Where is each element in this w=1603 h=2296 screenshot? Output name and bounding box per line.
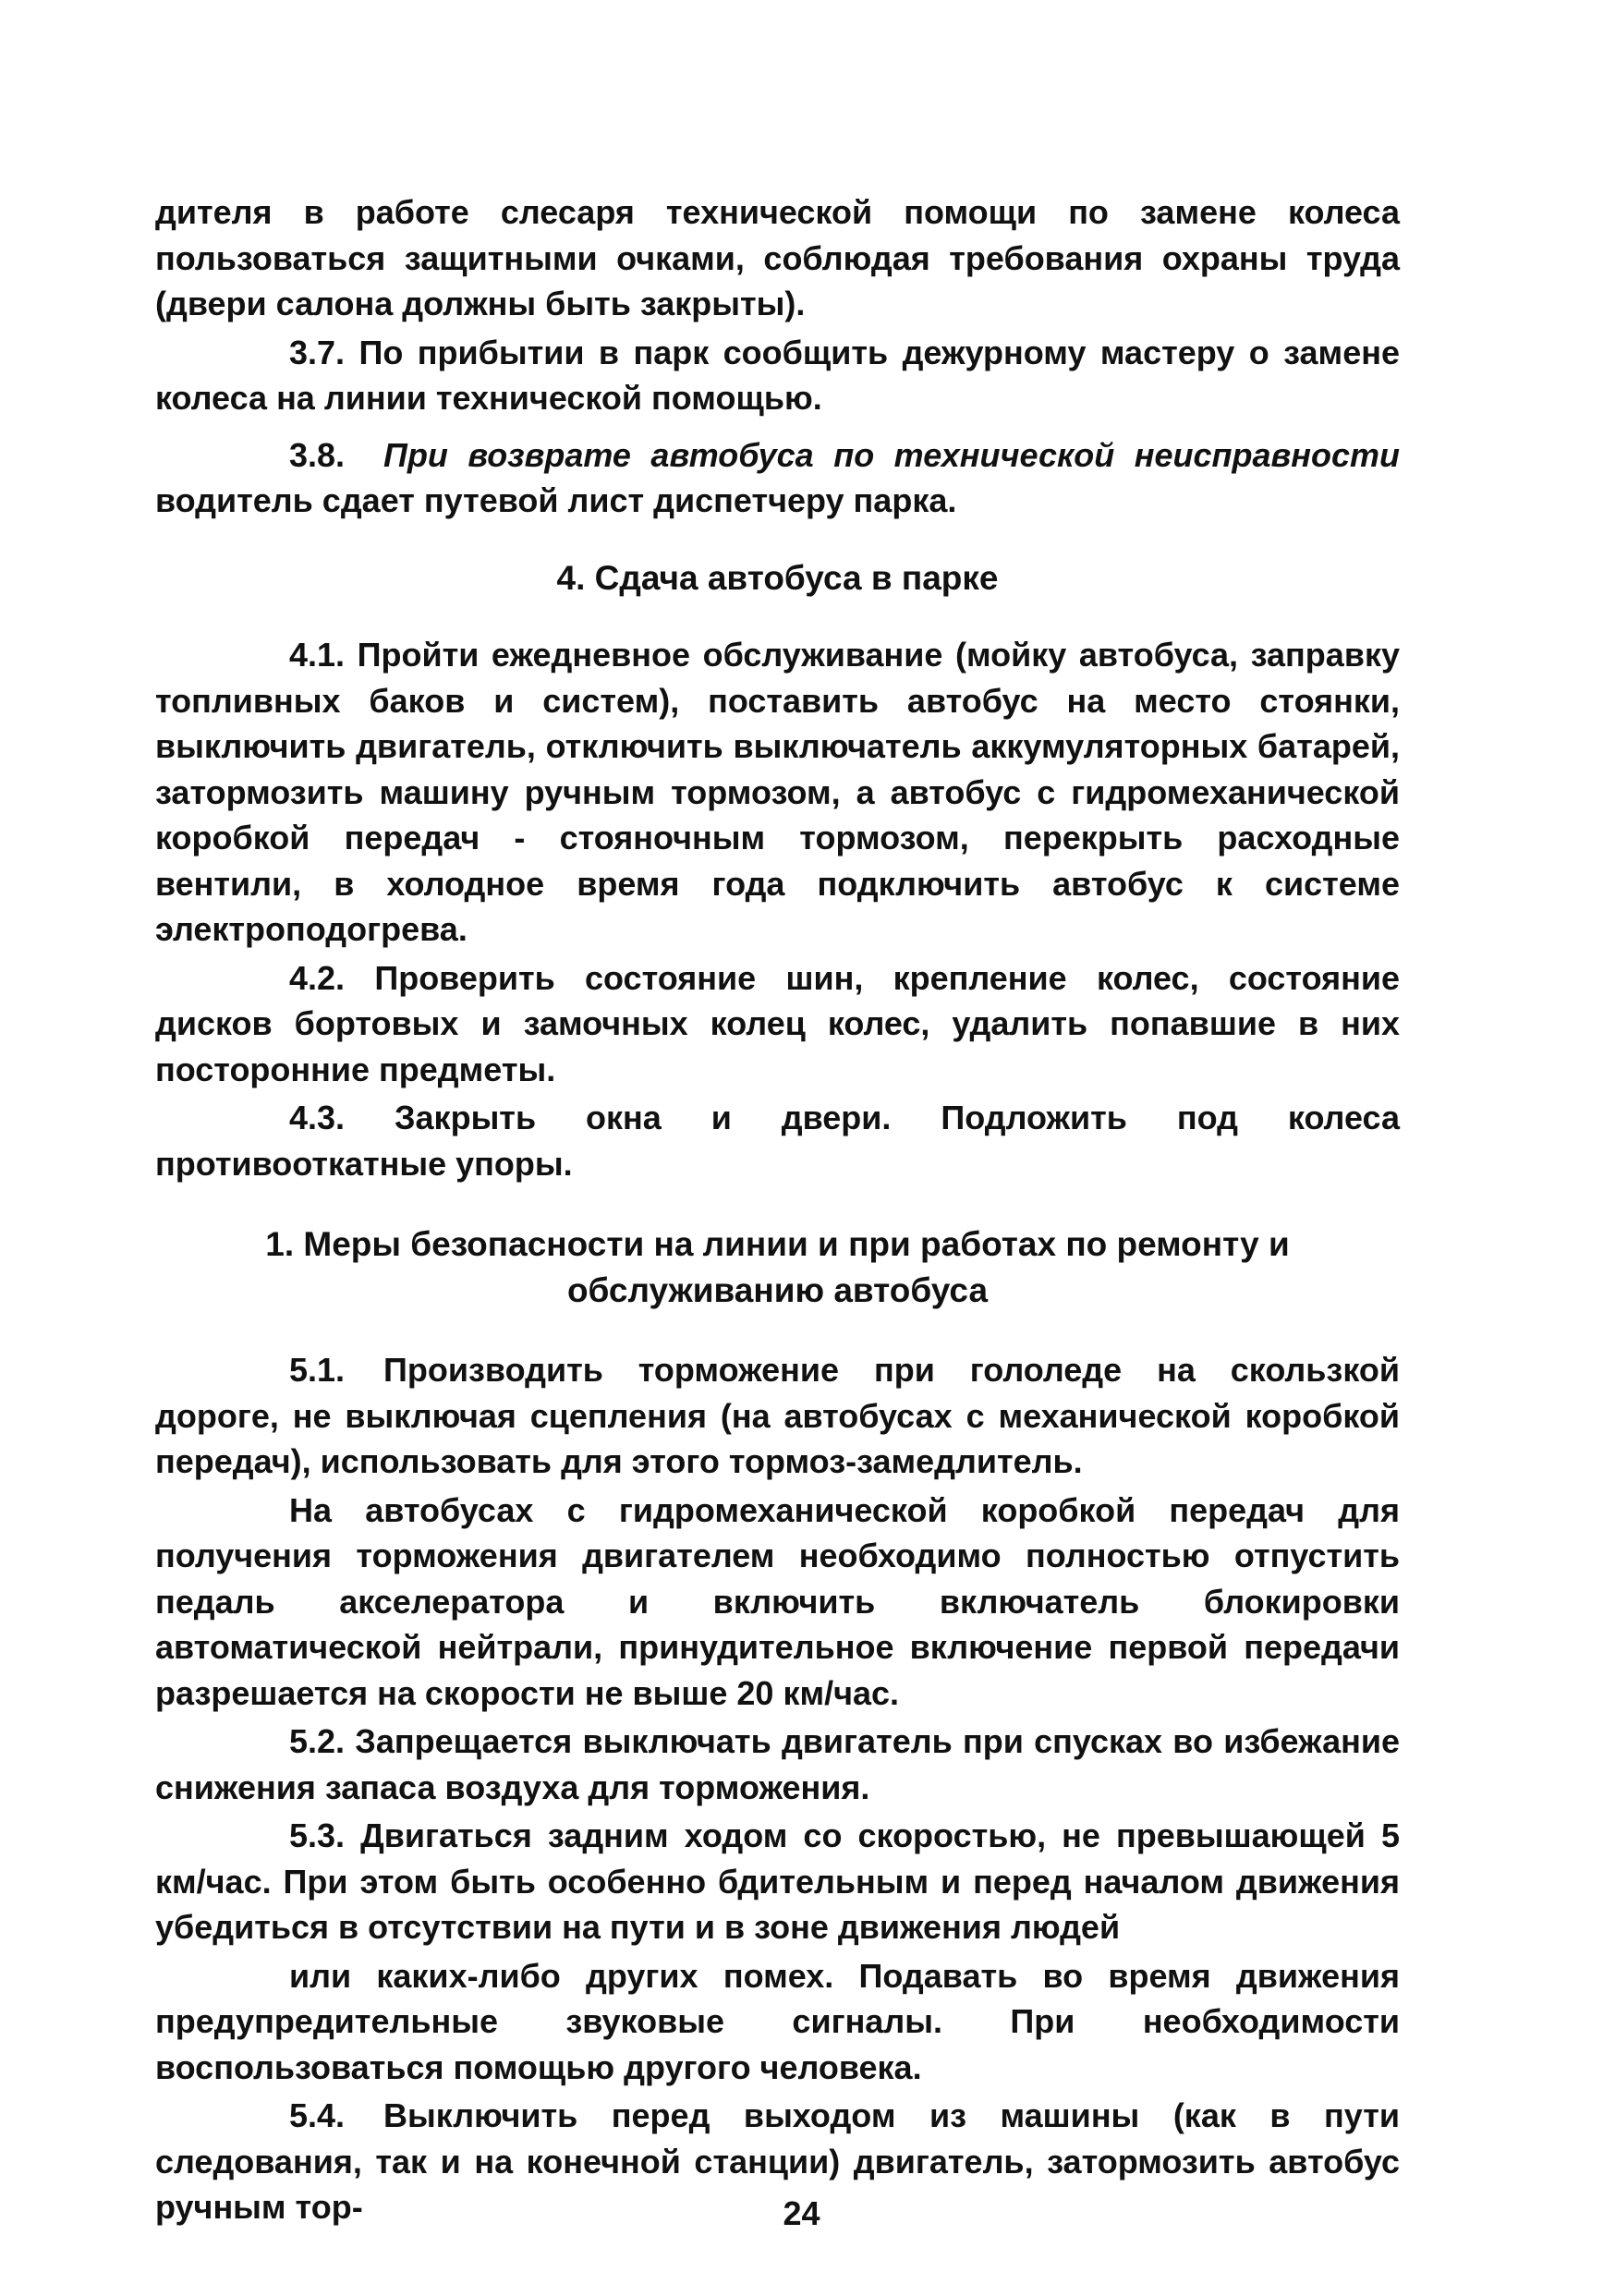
section-5-3-continued: или каких-либо других помех. Подавать во время движения предупредительные звуковые сигналы. При необходимости воспользоваться помощью другого человека. <box>155 1956 1400 2086</box>
section-number: 4.2. <box>289 958 346 997</box>
heading-line-2: обслуживанию автобуса <box>566 1271 989 1309</box>
section-text: Двигаться задним ходом со скоростью, не превышающей 5 км/час. При этом быть особенно бдительным и перед началом движения убедиться в отсутствии на пути и в зоне движения людей <box>155 1816 1400 1946</box>
section-5-3 <box>155 1813 1400 1950</box>
section-heading-4: 4. Сдача автобуса в парке <box>556 558 999 597</box>
section-number: 4.1. <box>289 636 346 674</box>
section-number: 5.3. <box>289 1816 346 1854</box>
section-number: 4.3. <box>289 1099 346 1136</box>
section-number: 5.2. <box>289 1722 346 1760</box>
section-text: Выключить перед выходом из машины (как в пути следования, так и на конечной станции) двигатель, затормозить автобус ручным тор- <box>155 2096 1400 2226</box>
section-4-1 <box>155 632 1400 953</box>
section-4-3 <box>155 1095 1400 1186</box>
section-text: Закрыть окна и двери. Подложить под колеса противооткатные упоры. <box>155 1099 1400 1183</box>
section-number: 5.4. <box>289 2096 346 2134</box>
section-number: 5.1. <box>289 1351 346 1389</box>
section-3-7 <box>155 330 1400 421</box>
section-3-8 <box>155 432 1400 524</box>
section-4-2 <box>155 955 1400 1093</box>
section-text: Пройти ежедневное обслуживание (мойку автобуса, заправку топливных баков и систем), поставить автобус на место стоянки, выключить двигатель, отключить выключатель аккумуляторных батарей, затормозить машину ручным тормозом, а автобус с гидромеханической коробкой передач - стояночным тормозом, перекрыть расходные вентили, в холодное время года подключить автобус к системе электроподогрева. <box>155 636 1400 948</box>
section-heading-5 <box>155 1221 1400 1314</box>
section-5-1 <box>155 1347 1400 1485</box>
page-number: 24 <box>783 2194 820 2232</box>
section-text: По прибытии в парк сообщить дежурному мастеру о замене колеса на линии технической помощью. <box>155 333 1400 417</box>
section-text: водитель сдает путевой лист диспетчеру парка. <box>155 481 957 519</box>
section-text: Запрещается выключать двигатель при спусках во избежание снижения запаса воздуха для торможения. <box>155 1722 1400 1806</box>
heading-line-1: 1. Меры безопасности на линии и при работах по ремонту и <box>265 1225 1290 1263</box>
document-page <box>155 189 1400 2233</box>
section-number: 3.8. <box>289 435 346 474</box>
section-text: Проверить состояние шин, крепление колес, состояние дисков бортовых и замочных колец колес, удалить попавшие в них посторонние предметы. <box>155 958 1400 1088</box>
paragraph-continuation: дителя в работе слесаря технической помощи по замене колеса пользоваться защитными очками, соблюдая требования охраны труда (двери салона должны быть закрыты). <box>155 193 1400 322</box>
section-text-italic: При возврате автобуса по технической неисправности <box>383 435 1400 474</box>
section-5-1-continued: На автобусах с гидромеханической коробкой передач для получения торможения двигателем необходимо полностью отпустить педаль акселератора и включить включатель блокировки автоматической нейтрали, принудительное включение первой передачи разрешается на скорости не выше 20 км/час. <box>155 1490 1400 1712</box>
section-5-2 <box>155 1719 1400 1810</box>
section-text: Производить торможение при гололеде на скользкой дороге, не выключая сцепления (на автобусах с механической коробкой передач), использовать для этого тормоз-замедлитель. <box>155 1351 1400 1480</box>
section-number: 3.7. <box>289 333 346 371</box>
